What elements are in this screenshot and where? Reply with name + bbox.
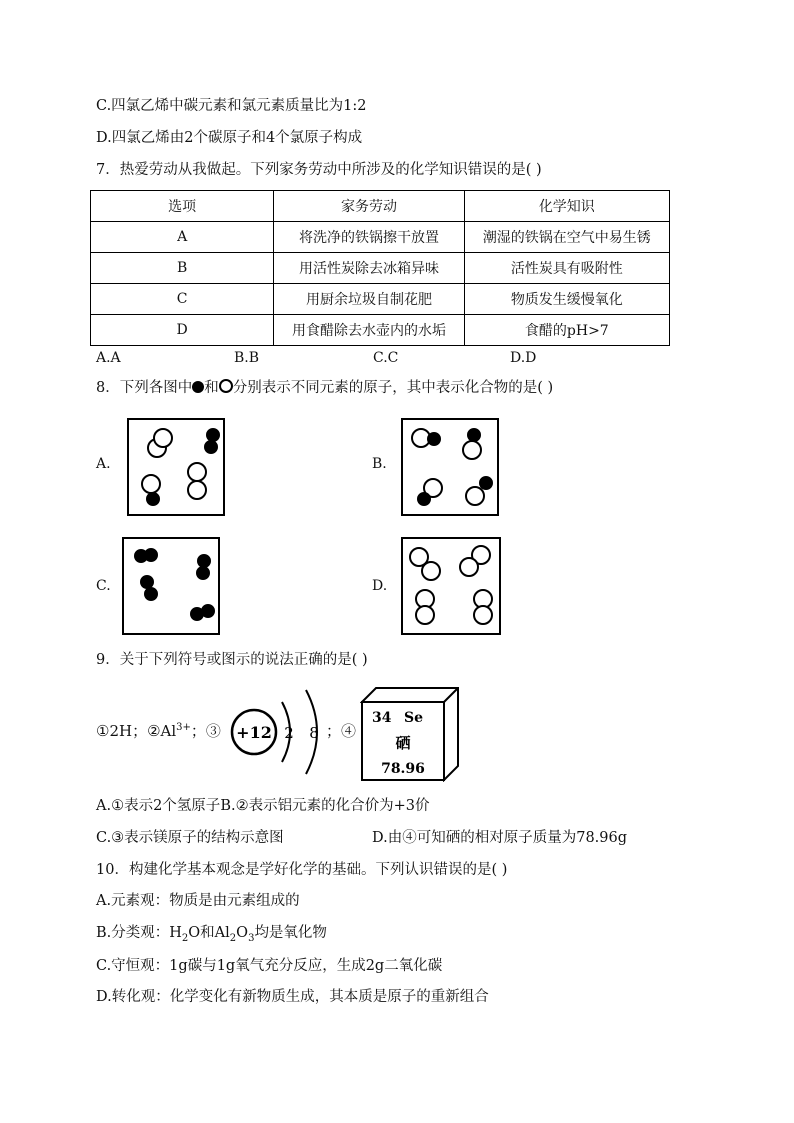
q10-text: O和Al (188, 925, 230, 941)
white-atom (421, 561, 441, 581)
q9-option-a: A.①表示2个氢原子 (96, 798, 221, 814)
q10-text: B.分类观：H (96, 925, 182, 941)
q6-option-c: C.四氯乙烯中碳元素和氯元素质量比为1:2 (96, 98, 367, 114)
table-cell: 用厨余垃圾自制花肥 (274, 284, 464, 315)
white-atom (459, 557, 479, 577)
q6-option-d: D.四氯乙烯由2个碳原子和4个氯原子构成 (96, 130, 363, 146)
table-header-row (91, 191, 670, 222)
q9-symbol-charge: 3+ (176, 722, 191, 733)
white-atom (473, 605, 493, 625)
white-atom (141, 474, 161, 494)
q10-subscript: 2 (181, 932, 189, 944)
q8-figure-a (127, 418, 225, 516)
table-row (91, 315, 670, 346)
table-cell: 用食醋除去水壶内的水垢 (274, 315, 464, 346)
table-header-cell: 家务劳动 (274, 191, 464, 222)
q8-figure-d (401, 537, 501, 635)
q8-stem-part: 分别表示不同元素的原子，其中表示化合物的是( ) (232, 380, 554, 396)
q8-label-b: B. (372, 456, 387, 472)
element-name: 硒 (395, 734, 411, 752)
q10-option-c: C.守恒观：1g碳与1g氧气充分反应，生成2g二氧化碳 (96, 958, 443, 974)
table-cell: C (91, 284, 274, 315)
white-atom (187, 462, 207, 482)
q10-subscript: 2 (229, 932, 237, 944)
table-cell: 潮湿的铁锅在空气中易生锈 (464, 222, 669, 253)
table-row (91, 253, 670, 284)
q10-subscript: 3 (248, 932, 255, 944)
atomic-mass: 78.96 (381, 761, 425, 777)
q8-stem (96, 378, 553, 398)
table-cell: 将洗净的铁锅擦干放置 (274, 222, 464, 253)
q8-label-d: D. (372, 578, 388, 594)
black-atom (427, 432, 441, 446)
table-cell: B (91, 253, 274, 284)
q10-option-d: D.转化观：化学变化有新物质生成，其本质是原子的重新组合 (96, 989, 489, 1005)
q9-symbol-sep: ；④ (326, 722, 357, 740)
periodic-element-cell (360, 686, 462, 782)
q8-stem-part: 8．下列各图中 (96, 380, 193, 396)
q7-table (90, 190, 670, 346)
q7-stem: 7．热爱劳动从我做起。下列家务劳动中所涉及的化学知识错误的是( ) (96, 162, 542, 178)
q7-option-b: B.B (234, 350, 260, 366)
black-atom (204, 440, 218, 454)
table-row (91, 284, 670, 315)
table-cell: D (91, 315, 274, 346)
black-atom (417, 492, 431, 506)
q9-symbols (96, 720, 221, 741)
q10-option-b (96, 923, 327, 949)
black-atom (144, 548, 158, 562)
q9-symbol-text: ；③ (190, 722, 221, 740)
white-atom (465, 486, 485, 506)
shell-electrons-2: 8 (309, 724, 319, 742)
q9-option-c: C.③表示镁原子的结构示意图 (96, 830, 284, 846)
q9-symbol-al: Al (160, 722, 177, 740)
atomic-number: 34 (372, 710, 392, 726)
q10-text: 均是氧化物 (254, 925, 327, 941)
q8-label-c: C. (96, 578, 111, 594)
element-symbol: Se (404, 710, 424, 726)
q9-option-b: B.②表示铝元素的化合价为+3价 (220, 798, 430, 814)
white-atom (415, 605, 435, 625)
q10-option-a: A.元素观：物质是由元素组成的 (96, 893, 300, 909)
q7-option-d: D.D (510, 350, 537, 366)
table-cell: 食醋的pH>7 (464, 315, 669, 346)
q7-option-c: C.C (373, 350, 399, 366)
table-header-cell: 选项 (91, 191, 274, 222)
q8-label-a: A. (96, 456, 111, 472)
white-atom (187, 480, 207, 500)
q7-option-a: A.A (96, 350, 121, 366)
q9-option-ab (96, 796, 429, 816)
q10-text: O (236, 925, 249, 941)
black-atom (196, 566, 210, 580)
shell-electrons-1: 2 (284, 724, 294, 742)
table-cell: A (91, 222, 274, 253)
nucleus-charge: +12 (236, 723, 272, 742)
table-cell: 物质发生缓慢氧化 (464, 284, 669, 315)
white-atom-icon (219, 379, 233, 393)
q9-option-d: D.由④可知硒的相对原子质量为78.96g (372, 830, 628, 846)
table-header-cell: 化学知识 (464, 191, 669, 222)
q8-figure-b (401, 418, 499, 516)
q9-stem: 9．关于下列符号或图示的说法正确的是( ) (96, 652, 368, 668)
table-row (91, 222, 670, 253)
atomic-structure-diagram (226, 686, 326, 782)
q10-stem: 10．构建化学基本观念是学好化学的基础。下列认识错误的是( ) (96, 862, 508, 878)
q8-figure-c (122, 537, 220, 635)
black-atom (201, 604, 215, 618)
black-atom (144, 587, 158, 601)
white-atom (462, 440, 482, 460)
q9-symbol-text: ①2H；② (96, 722, 161, 740)
black-atom (146, 492, 160, 506)
white-atom (153, 428, 173, 448)
q8-stem-part: 和 (204, 380, 219, 396)
black-atom-icon (192, 381, 204, 393)
table-cell: 活性炭具有吸附性 (464, 253, 669, 284)
table-cell: 用活性炭除去冰箱异味 (274, 253, 464, 284)
